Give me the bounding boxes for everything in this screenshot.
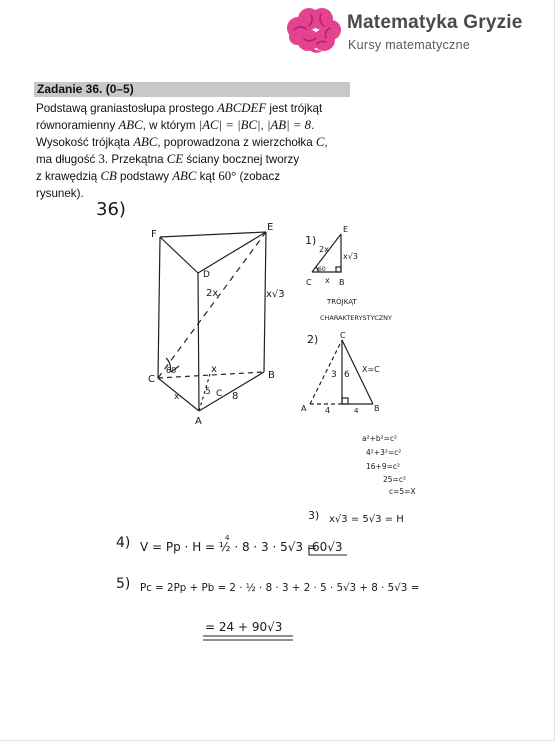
brand-tagline: Kursy matematyczne: [348, 38, 471, 52]
brand-name: Matematyka Gryzie: [347, 12, 523, 33]
svg-text:25=c²: 25=c²: [383, 475, 406, 484]
svg-text:4²+3²=c²: 4²+3²=c²: [366, 448, 402, 457]
step-1-number: 1): [305, 234, 317, 247]
pythagoras-equations: [362, 434, 416, 496]
prism-drawing: [158, 232, 266, 411]
step-5-result: = 24 + 90√3: [205, 620, 283, 634]
svg-text:6: 6: [344, 370, 350, 380]
step-4-answer: 60√3: [312, 540, 343, 554]
svg-text:C: C: [340, 331, 346, 340]
svg-text:B: B: [268, 370, 275, 381]
svg-text:60: 60: [318, 266, 326, 273]
svg-text:4: 4: [354, 407, 359, 415]
step-2-number: 2): [307, 333, 319, 346]
svg-text:c=5=X: c=5=X: [389, 487, 416, 496]
svg-text:A: A: [195, 416, 202, 427]
svg-text:X=C: X=C: [362, 365, 380, 374]
step-4-small-four: 4: [225, 534, 230, 542]
svg-text:B: B: [339, 278, 345, 287]
task-line-5: z krawędzią CB podstawy ABC kąt 60° (zobacz: [36, 169, 281, 183]
step-1-note-line2: CHARAKTERYSTYCZNY: [320, 314, 393, 322]
svg-text:F: F: [151, 229, 157, 240]
step-3-number: 3): [308, 509, 320, 522]
step-4-number: 4): [116, 535, 131, 551]
svg-text:x: x: [211, 364, 217, 375]
svg-text:60: 60: [166, 366, 177, 375]
svg-text:E: E: [267, 222, 274, 233]
svg-text:x: x: [325, 276, 330, 285]
svg-text:C: C: [216, 389, 223, 399]
svg-text:A: A: [301, 404, 307, 413]
svg-text:x: x: [174, 392, 180, 402]
svg-text:x√3: x√3: [343, 252, 358, 261]
step-3-equation: x√3 = 5√3 = H: [329, 514, 404, 525]
task-line-1: Podstawą graniastosłupa prostego ABCDEF jest trójkąt: [36, 101, 323, 115]
svg-text:16+9=c²: 16+9=c²: [366, 462, 401, 471]
svg-text:a²+b²=c²: a²+b²=c²: [362, 434, 398, 443]
task-number-handwritten: 36): [96, 199, 126, 220]
step-1-note-line1: TRÓJKĄT: [327, 298, 357, 306]
svg-text:2x: 2x: [319, 245, 329, 254]
svg-text:x√3: x√3: [266, 289, 285, 300]
svg-text:B: B: [374, 404, 380, 413]
step-5-number: 5): [116, 576, 131, 592]
svg-text:E: E: [343, 225, 349, 234]
svg-text:3: 3: [331, 370, 337, 380]
task-line-3: Wysokość trójkąta ABC, poprowadzona z wierzchołka C,: [36, 135, 328, 149]
svg-text:D: D: [203, 270, 210, 280]
svg-text:2x: 2x: [206, 288, 219, 299]
task-line-6: rysunek).: [36, 187, 84, 200]
step-5-equation: Pc = 2Pp + Pb = 2 · ½ · 8 · 3 + 2 · 5 · 5√3 + 8 · 5√3 =: [140, 582, 420, 594]
svg-text:4: 4: [325, 406, 331, 415]
task-line-2: równoramienny ABC, w którym |AC| = |BC|, |AB| = 8.: [36, 118, 315, 132]
task-title: Zadanie 36. (0–5): [37, 82, 134, 96]
svg-text:C: C: [306, 278, 312, 287]
svg-text:C: C: [148, 374, 155, 385]
svg-text:5: 5: [205, 387, 211, 397]
svg-text:8: 8: [232, 391, 239, 402]
step-1-labels: [306, 225, 392, 322]
step-4-equation: V = Pp · H = ½ · 8 · 3 · 5√3 =: [140, 540, 317, 554]
task-line-4: ma długość 3. Przekątna CE ściany bocznej tworzy: [36, 152, 300, 166]
